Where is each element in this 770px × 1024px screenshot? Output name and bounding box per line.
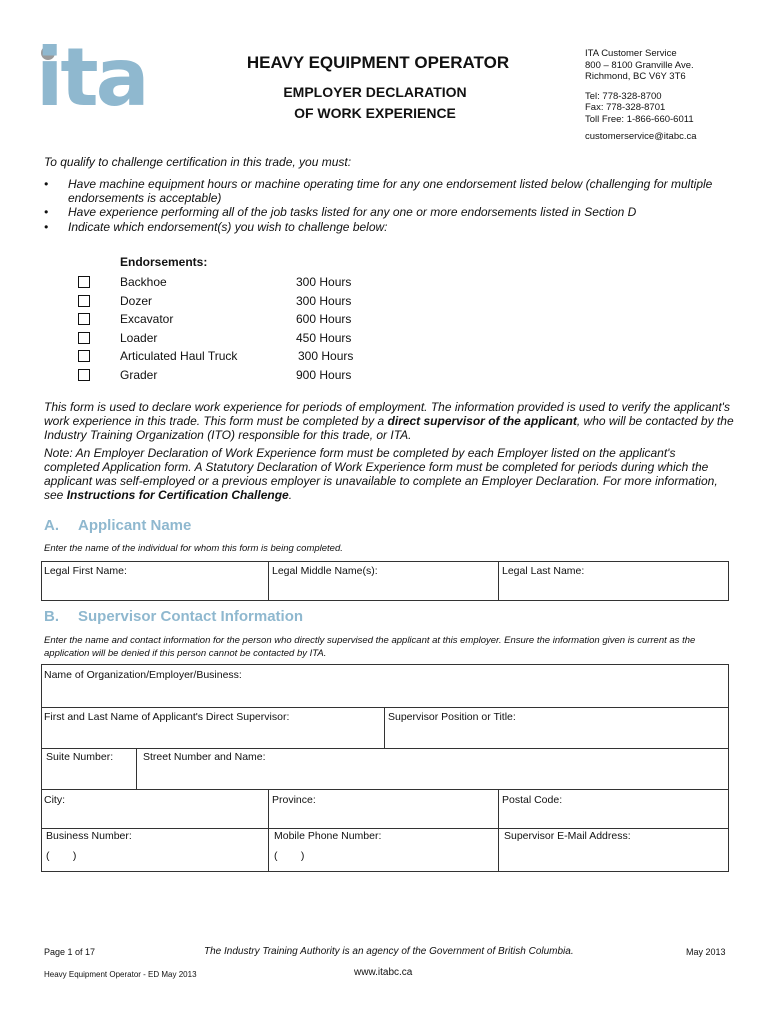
postal-code-field[interactable]: Postal Code: [502, 794, 563, 806]
contact-address-2: Richmond, BC V6Y 3T6 [585, 71, 686, 82]
contact-fax: Fax: 778-328-8701 [585, 102, 666, 113]
business-number-field[interactable]: Business Number: [46, 830, 132, 842]
articulated-haul-truck-checkbox[interactable] [78, 350, 90, 362]
paragraph-text: This form is used to declare work experience for periods of employment. The information provided is used to verify the applicant's work experience in this trade. This form must be completed by a [44, 400, 730, 428]
contact-address-1: 800 – 8100 Granville Ave. [585, 59, 694, 71]
section-a-heading [44, 517, 191, 534]
divider [268, 789, 269, 872]
ita-logo: ita [36, 31, 147, 124]
endorsement-row-grader [78, 368, 378, 386]
endorsement-row-excavator [78, 312, 378, 330]
city-field[interactable]: City: [44, 794, 65, 806]
endorsement-hours: 450 Hours [296, 331, 352, 345]
divider [498, 789, 499, 872]
business-area-code[interactable]: ( ) [46, 850, 77, 862]
paragraph-text: Note: An Employer Declaration of Work Experience form must be completed by each Employer listed on the applicant's completed Application form. A Statutory Declaration of Work Experience form must be completed for periods during which the applicant was self-employed or a previous employer is unavailable to complete an Employer Declaration. For more information, see [44, 446, 718, 502]
legal-middle-name-field[interactable]: Legal Middle Name(s): [272, 565, 378, 577]
endorsement-name: Grader [120, 368, 158, 382]
endorsement-hours: 300 Hours [296, 294, 352, 308]
excavator-checkbox[interactable] [78, 313, 90, 325]
endorsements-title: Endorsements: [120, 255, 208, 269]
website-link[interactable]: www.itabc.ca [354, 967, 413, 978]
divider [136, 748, 137, 789]
supervisor-title-field[interactable]: Supervisor Position or Title: [388, 711, 516, 723]
section-title: Applicant Name [78, 517, 192, 534]
bullet-icon: • [44, 205, 49, 219]
endorsement-name: Dozer [120, 294, 153, 308]
suite-number-field[interactable]: Suite Number: [46, 751, 114, 763]
document-code: Heavy Equipment Operator - ED May 2013 [44, 970, 197, 979]
form-purpose-paragraph [44, 400, 734, 442]
backhoe-checkbox[interactable] [78, 276, 90, 288]
section-letter: B. [44, 608, 59, 625]
endorsement-name: Loader [120, 331, 158, 345]
endorsement-name: Excavator [120, 312, 174, 326]
section-letter: A. [44, 517, 59, 534]
organization-name-field[interactable]: Name of Organization/Employer/Business: [44, 669, 242, 681]
endorsement-name: Articulated Haul Truck [120, 349, 238, 363]
legal-last-name-field[interactable]: Legal Last Name: [502, 565, 585, 577]
dozer-checkbox[interactable] [78, 295, 90, 307]
footer-date: May 2013 [686, 947, 726, 957]
mobile-phone-field[interactable]: Mobile Phone Number: [274, 830, 382, 842]
subtitle-line-1: EMPLOYER DECLARATION [283, 84, 467, 100]
page-subtitle [250, 82, 500, 124]
divider [41, 707, 729, 708]
bullet-icon: • [44, 219, 49, 234]
province-field[interactable]: Province: [272, 794, 316, 806]
section-title: Supervisor Contact Information [78, 608, 304, 625]
endorsement-hours: 300 Hours [296, 275, 352, 289]
endorsement-row-backhoe [78, 275, 378, 293]
divider [41, 748, 729, 749]
applicant-name-table [41, 561, 729, 601]
supervisor-email-field[interactable]: Supervisor E-Mail Address: [504, 830, 631, 842]
requirement-text: Have machine equipment hours or machine operating time for any one endorsement listed below (challenging for multiple endorsements is acceptable) [68, 177, 713, 205]
page-number: Page 1 of 17 [44, 947, 96, 957]
supervisor-name-field[interactable]: First and Last Name of Applicant's Direct Supervisor: [44, 711, 290, 723]
note-paragraph [44, 446, 734, 502]
endorsement-hours: 300 Hours [298, 349, 354, 363]
paragraph-bold-text: direct supervisor of the applicant [387, 414, 577, 428]
paragraph-text: , who will be contacted by the Industry Training Organization (ITO) responsible for this trade, or ITA. [44, 414, 734, 442]
grader-checkbox[interactable] [78, 369, 90, 381]
paragraph-text: . [288, 488, 293, 502]
requirement-item [44, 206, 734, 220]
requirement-text: Have experience performing all of the job tasks listed for any one or more endorsements listed in Section D [68, 205, 637, 219]
divider [268, 561, 269, 601]
section-b-instruction: Enter the name and contact information for the person who directly supervised the applicant at this employer. Ensure the information given is current as the application will be denied if this person cannot be contacted by ITA. [44, 635, 696, 659]
divider [41, 828, 729, 829]
section-a-instruction: Enter the name of the individual for whom this form is being completed. [44, 543, 343, 554]
loader-checkbox[interactable] [78, 332, 90, 344]
endorsement-row-articulated-haul-truck [78, 349, 378, 367]
page-title: HEAVY EQUIPMENT OPERATOR [246, 53, 510, 72]
instructions-link[interactable]: Instructions for Certification Challenge [66, 488, 289, 502]
mobile-area-code[interactable]: ( ) [274, 850, 305, 862]
contact-email[interactable]: customerservice@itabc.ca [585, 131, 697, 142]
requirement-item [44, 221, 734, 235]
section-b-heading [44, 608, 303, 625]
endorsement-hours: 600 Hours [296, 312, 352, 326]
street-name-field[interactable]: Street Number and Name: [143, 751, 266, 763]
requirement-item [44, 178, 734, 205]
contact-tel: Tel: 778-328-8700 [585, 90, 662, 102]
endorsement-name: Backhoe [120, 275, 167, 289]
legal-first-name-field[interactable]: Legal First Name: [44, 565, 127, 577]
endorsement-row-dozer [78, 294, 378, 312]
contact-tollfree: Toll Free: 1-866-660-6011 [585, 113, 694, 125]
endorsement-hours: 900 Hours [296, 368, 352, 382]
requirement-text: Indicate which endorsement(s) you wish to challenge below: [68, 219, 388, 234]
divider [498, 561, 499, 601]
qualify-text: To qualify to challenge certification in this trade, you must: [44, 155, 352, 169]
endorsement-row-loader [78, 331, 378, 349]
divider [41, 789, 729, 790]
requirements-list [44, 178, 734, 235]
contact-block [585, 48, 697, 143]
subtitle-line-2: OF WORK EXPERIENCE [294, 105, 456, 121]
contact-org: ITA Customer Service [585, 48, 677, 59]
bullet-icon: • [44, 177, 49, 191]
divider [384, 707, 385, 748]
agency-statement: The Industry Training Authority is an agency of the Government of British Columbia. [204, 946, 574, 957]
